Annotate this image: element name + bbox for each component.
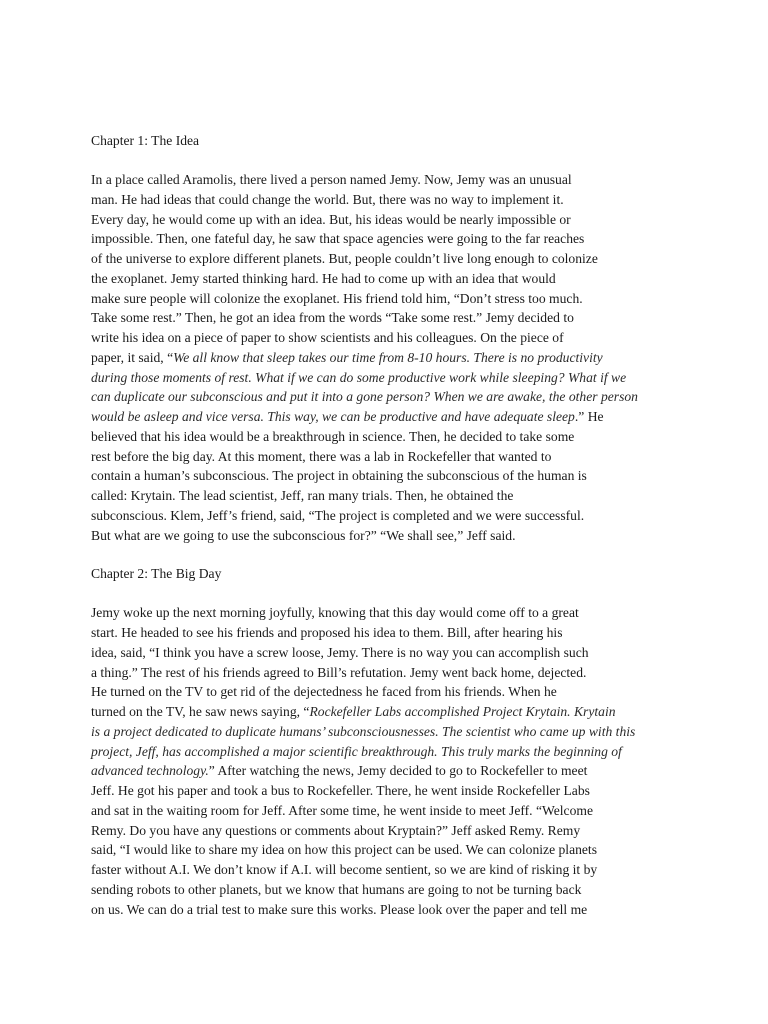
body-text: contain a human’s subconscious. The project in obtaining the subconscious of the human is [91, 468, 587, 484]
body-text: start. He headed to see his friends and proposed his idea to them. Bill, after hearing his [91, 625, 563, 640]
body-text: the exoplanet. Jemy started thinking hard. He had to come up with an idea that would [91, 270, 556, 286]
text-line [91, 623, 681, 643]
text-line [91, 860, 681, 880]
italic-quote-text: during those moments of rest. What if we can do some productive work while sleeping? What if we [91, 369, 627, 385]
text-line [91, 387, 681, 407]
body-text: Jeff. He got his paper and took a bus to Rockefeller. There, he went inside Rockefeller Labs [91, 783, 590, 798]
text-line [91, 722, 681, 742]
text-line [91, 289, 681, 309]
text-line [91, 308, 681, 328]
body-text: man. He had ideas that could change the world. But, there was no way to implement it. [91, 191, 564, 207]
text-line [91, 761, 681, 781]
text-line [91, 427, 681, 447]
body-text: said, “I would like to share my idea on how this project can be used. We can colonize planets [91, 842, 598, 858]
text-line [91, 742, 681, 762]
body-text: a thing.” The rest of his friends agreed to Bill’s refutation. Jemy went back home, dejected. [91, 664, 587, 680]
text-line [91, 603, 681, 623]
body-text: impossible. Then, one fateful day, he saw that space agencies were going to the far reaches [91, 231, 585, 247]
italic-quote-text: can duplicate our subconscious and put it into a gone person? When we are awake, the other person [91, 389, 638, 405]
italic-quote-text: advanced technology. [91, 763, 209, 779]
document-page [91, 131, 681, 938]
text-line [91, 328, 681, 348]
body-text: In a place called Aramolis, there lived a person named Jemy. Now, Jemy was an unusual [91, 172, 572, 187]
chapter-1-paragraph [91, 170, 681, 545]
text-line [91, 190, 681, 210]
body-text: sending robots to other planets, but we know that humans are going to not be turning back [91, 881, 582, 897]
italic-quote-text: Rockefeller Labs accomplished Project Krytain. Krytain [309, 704, 616, 719]
body-text: write his idea on a piece of paper to show scientists and his colleagues. On the piece of [91, 330, 564, 345]
chapter-1-heading: Chapter 1: The Idea [91, 133, 200, 148]
text-line [91, 682, 681, 702]
body-text: turned on the TV, he saw news saying, “ [91, 704, 310, 719]
text-line [91, 840, 681, 860]
text-line [91, 170, 681, 190]
text-line [91, 781, 681, 801]
body-text: He turned on the TV to get rid of the dejectedness he faced from his friends. When he [91, 684, 557, 700]
text-line [91, 407, 681, 427]
body-text: on us. We can do a trial test to make sure this works. Please look over the paper and tell me [91, 901, 588, 917]
body-text: believed that his idea would be a breakthrough in science. Then, he decided to take some [91, 428, 575, 444]
text-line [91, 466, 681, 486]
body-text: idea, said, “I think you have a screw loose, Jemy. There is no way you can accomplish such [91, 644, 589, 660]
body-text: Remy. Do you have any questions or comments about Kryptain?” Jeff asked Remy. Remy [91, 822, 581, 838]
text-line [91, 348, 681, 368]
italic-quote-text: would be asleep and vice versa. This way, we can be productive and have adequate sleep [91, 409, 575, 424]
text-line [91, 526, 681, 546]
chapter-2-paragraph [91, 603, 681, 919]
chapter-2-heading: Chapter 2: The Big Day [91, 566, 222, 582]
body-text: Jemy woke up the next morning joyfully, knowing that this day would come off to a great [91, 605, 579, 621]
text-line [91, 486, 681, 506]
body-text: But what are we going to use the subconscious for?” “We shall see,” Jeff said. [91, 527, 516, 543]
text-line [91, 821, 681, 841]
body-text: .” He [574, 409, 604, 424]
text-line [91, 900, 681, 920]
body-text: paper, it said, “ [91, 349, 174, 365]
body-text: Every day, he would come up with an idea. But, his ideas would be nearly impossible or [91, 211, 571, 227]
text-line [91, 643, 681, 663]
text-line [91, 269, 681, 289]
text-line [91, 210, 681, 230]
body-text: faster without A.I. We don’t know if A.I. will become sentient, so we are kind of risking it by [91, 862, 598, 877]
text-line [91, 880, 681, 900]
text-line [91, 801, 681, 821]
body-text: Take some rest.” Then, he got an idea from the words “Take some rest.” Jemy decided to [91, 310, 574, 326]
text-line [91, 663, 681, 683]
text-line [91, 447, 681, 467]
italic-quote-text: project, Jeff, has accomplished a major scientific breakthrough. This truly marks the beginning of [91, 743, 622, 759]
italic-quote-text: is a project dedicated to duplicate humans’ subconsciousnesses. The scientist who came up with this [91, 723, 636, 739]
text-line [91, 368, 681, 388]
body-text: called: Krytain. The lead scientist, Jeff, ran many trials. Then, he obtained the [91, 488, 514, 503]
body-text: of the universe to explore different planets. But, people couldn’t live long enough to colonize [91, 251, 598, 266]
body-text: rest before the big day. At this moment, there was a lab in Rockefeller that wanted to [91, 448, 552, 464]
body-text: subconscious. Klem, Jeff’s friend, said, “The project is completed and we were successful. [91, 507, 585, 523]
text-line [91, 249, 681, 269]
body-text: make sure people will colonize the exoplanet. His friend told him, “Don’t stress too much. [91, 290, 583, 306]
body-text: and sat in the waiting room for Jeff. After some time, he went inside to meet Jeff. “Welcome [91, 802, 593, 818]
text-line [91, 506, 681, 526]
body-text: ” After watching the news, Jemy decided to go to Rockefeller to meet [208, 763, 588, 779]
text-line [91, 229, 681, 249]
text-line [91, 702, 681, 722]
italic-quote-text: We all know that sleep takes our time from 8-10 hours. There is no productivity [173, 349, 603, 365]
